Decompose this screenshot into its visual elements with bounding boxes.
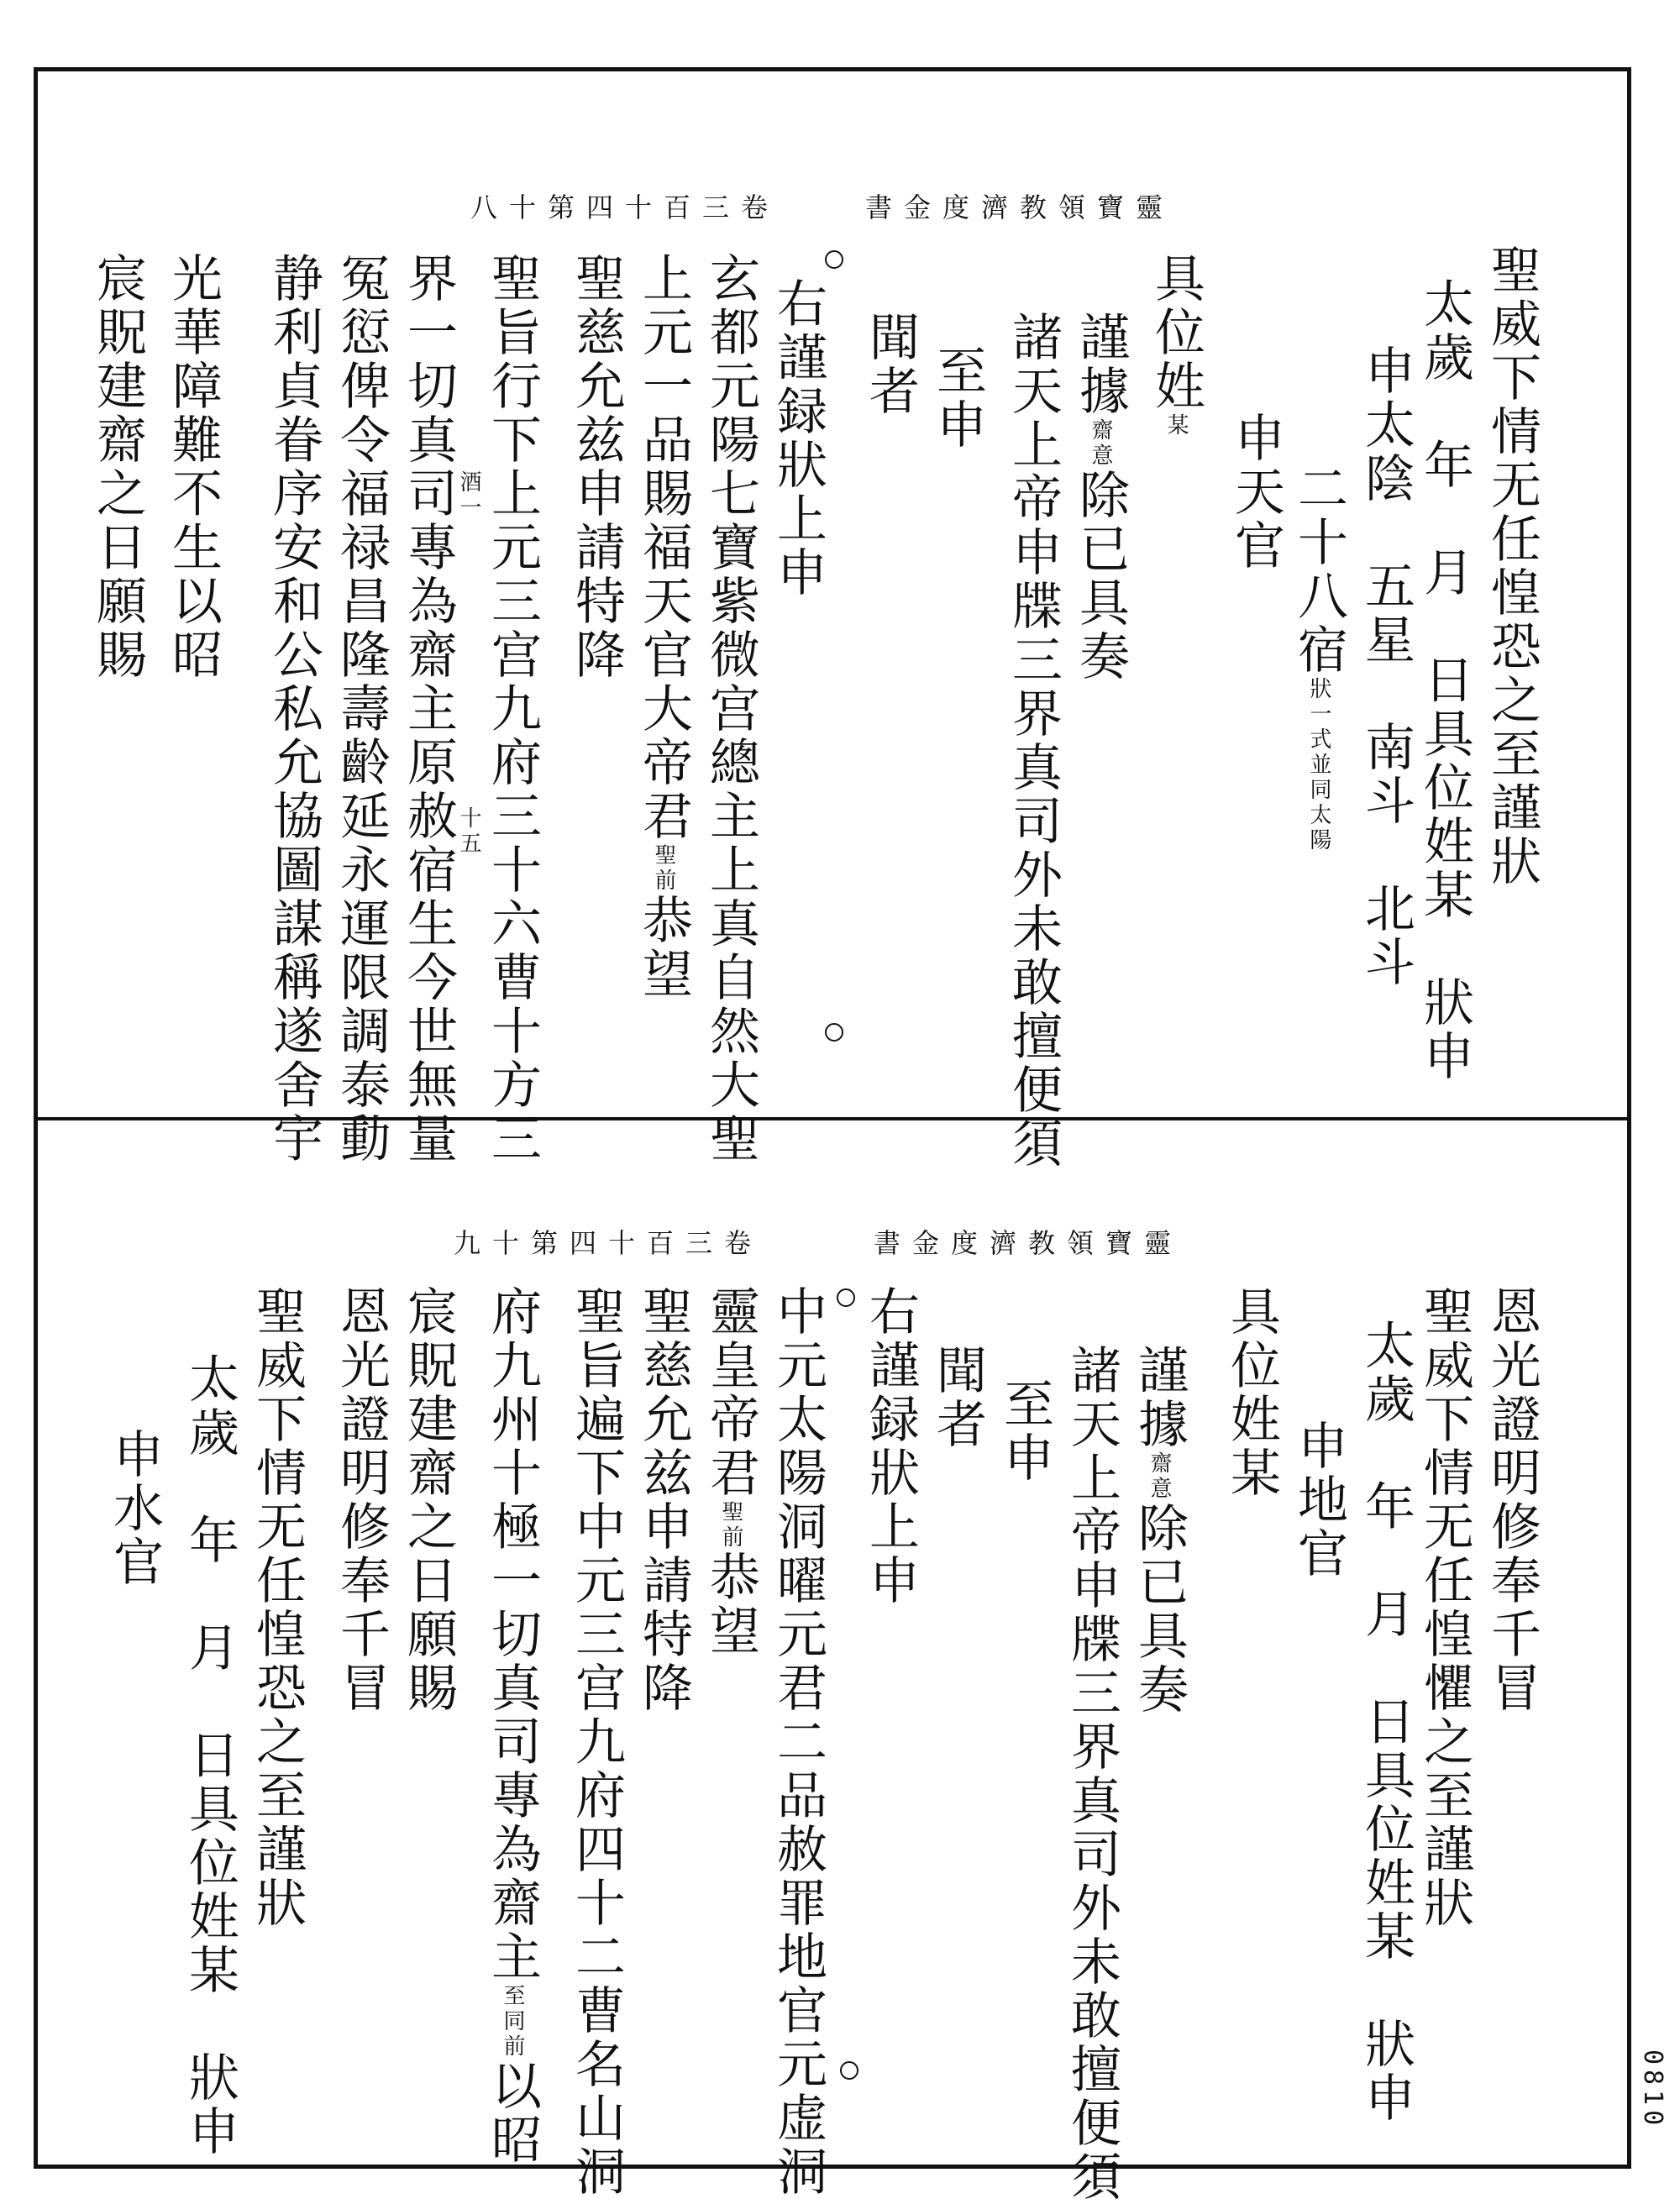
top-col-13-note: 聖前 — [651, 843, 676, 894]
top-col-17: 冤愆俾令福禄昌隆壽齡延永運限調泰動 — [332, 252, 391, 1166]
top-col-8: 諸天上帝申牒三界真司外未敢擅便須 — [1004, 311, 1063, 1171]
bottom-col-6-tail: 除已具奏 — [1130, 1502, 1189, 1717]
bottom-col-15-note: 至同前 — [500, 1984, 525, 2060]
top-header-left: 八十第四十百三卷 — [470, 192, 780, 223]
top-col-19: 光華障難不生以昭 — [164, 252, 223, 682]
top-col-16: 界一切真司專為齋主原赦宿生今世無量 — [399, 252, 458, 1166]
bottom-col-20: 申水官 — [105, 1428, 164, 1589]
top-col-9: 至申 — [928, 344, 987, 452]
top-col-6-note: 某 — [1163, 413, 1189, 438]
top-col-10: 聞者 — [861, 311, 920, 418]
top-col-6 — [1147, 252, 1205, 438]
top-header-right: 書金度濟教領寶靈 — [865, 192, 1175, 223]
top-col-13-tail: 恭望 — [634, 894, 693, 1001]
bottom-col-6-text: 謹據 — [1130, 1344, 1189, 1451]
bottom-col-8: 至申 — [995, 1378, 1054, 1485]
top-col-18: 静利貞眷序安和公私允協圖謀稱遂舍宇 — [265, 252, 323, 1166]
top-col-15: 聖旨行下上元三宫九府三十六曹十方三 — [483, 252, 542, 1166]
top-col-4-text: 二十八宿 — [1289, 462, 1348, 677]
bottom-col-3: 太歲 年 月 日具位姓某 狀申 — [1357, 1319, 1415, 2125]
bottom-col-1: 恩光證明修奉千冒 — [1483, 1285, 1541, 1715]
bottom-col-19: 太歲 年 月 日具位姓某 狀申 — [181, 1352, 239, 2159]
bottom-col-5: 具位姓某 — [1222, 1285, 1281, 1500]
top-col-20: 宸貺建齋之日願賜 — [88, 252, 147, 682]
bottom-circle-mark-1 — [837, 1288, 855, 1307]
bottom-header-right: 書金度濟教領寶靈 — [874, 1227, 1184, 1259]
top-col-13 — [634, 252, 693, 1001]
bottom-col-12 — [701, 1285, 760, 1658]
top-col-7 — [1071, 311, 1130, 684]
bottom-col-18: 聖威下情无任惶恐之至謹狀 — [248, 1285, 307, 1930]
bottom-col-15 — [483, 1285, 542, 2167]
bottom-col-17: 恩光證明修奉千冒 — [332, 1285, 391, 1715]
top-col-15-note1: 酒一 — [456, 470, 481, 521]
bottom-col-12-tail: 恭望 — [701, 1551, 760, 1658]
top-col-11: 右謹録狀上申 — [769, 277, 827, 600]
bottom-col-7: 諸天上帝申牒三界真司外未敢擅便須 — [1063, 1344, 1121, 2204]
top-col-7-text: 謹據 — [1071, 311, 1130, 418]
bottom-col-11: 中元太陽洞曜元君二品赦罪地官元虚洞 — [769, 1285, 827, 2199]
bottom-col-6 — [1130, 1344, 1189, 1717]
page-number: 0810 — [1638, 2049, 1667, 2131]
top-col-1: 聖威下情无任惶恐之至謹狀 — [1483, 244, 1541, 889]
bottom-col-13: 聖慈允兹申請特降 — [634, 1285, 693, 1715]
bottom-col-4: 申地官 — [1289, 1419, 1348, 1581]
bottom-header-left: 九十第四十百三卷 — [454, 1227, 764, 1259]
top-col-7-note: 齋意 — [1088, 418, 1113, 469]
top-col-3: 申太陰 五星 南斗 北斗 — [1357, 344, 1415, 989]
bottom-col-2: 聖威下情无任惶懼之至謹狀 — [1415, 1285, 1474, 1930]
bottom-col-14: 聖旨遍下中元三宫九府四十二曹名山洞 — [567, 1285, 626, 2199]
bottom-col-12-note: 聖前 — [718, 1500, 743, 1551]
top-col-2: 太歲 年 月 日具位姓某 狀申 — [1415, 277, 1474, 1084]
bottom-col-15-text: 府九州十極一切真司專為齋主 — [483, 1285, 542, 1984]
bottom-circle-mark-2 — [840, 2061, 858, 2080]
top-circle-mark-1 — [825, 250, 843, 269]
bottom-col-6-note: 齋意 — [1147, 1451, 1172, 1502]
top-col-15-note2: 十五 — [456, 806, 481, 857]
top-circle-mark-2 — [825, 1023, 843, 1042]
bottom-col-10: 右謹録狀上申 — [861, 1285, 920, 1608]
bottom-col-12-text: 靈皇帝君 — [701, 1285, 760, 1500]
bottom-col-15-tail: 以昭 — [483, 2060, 542, 2167]
top-col-5: 申天官 — [1226, 412, 1285, 573]
top-col-12: 玄都元陽七寶紫微宫總主上真自然大聖 — [701, 252, 760, 1166]
top-col-14: 聖慈允兹申請特降 — [567, 252, 626, 682]
top-col-4 — [1289, 462, 1348, 853]
top-col-13-text: 上元一品賜福天官大帝君 — [634, 252, 693, 843]
top-col-6-text: 具位姓 — [1147, 252, 1205, 413]
top-col-4-note: 狀一式並同太陽 — [1306, 677, 1331, 853]
top-col-7-tail: 除已具奏 — [1071, 469, 1130, 684]
bottom-col-16: 宸貺建齋之日願賜 — [399, 1285, 458, 1715]
bottom-col-9: 聞者 — [928, 1344, 987, 1451]
